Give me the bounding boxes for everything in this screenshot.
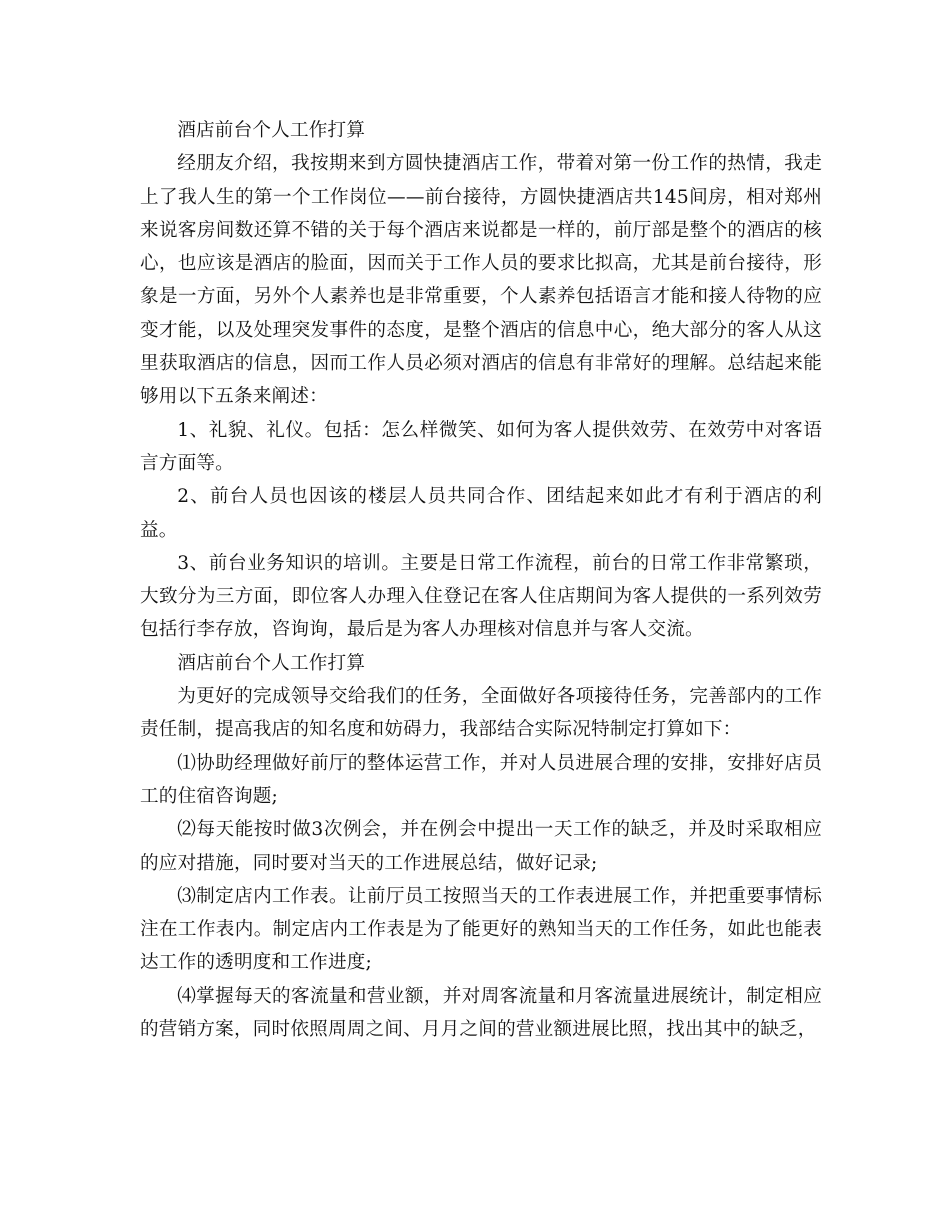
list-item: ⑶制定店内工作表。让前厅员工按照当天的工作表进展工作，并把重要事情标注在工作表内。制定店内工作表是为了能更好的熟知当天的工作任务，如此也能表达工作的透明度和工作进度; — [140, 885, 822, 974]
section-title: 酒店前台个人工作打算 — [177, 120, 366, 141]
list-item: ⑴协助经理做好前厅的整体运营工作，并对人员进展合理的安排，安排好店员工的住宿咨询题; — [140, 752, 822, 807]
list-item: ⑷掌握每天的客流量和营业额，并对周客流量和月客流量进展统计，制定相应的营销方案，同时依照周周之间、月月之间的营业额进展比照，找出其中的缺乏， — [140, 985, 822, 1041]
list-item: 3、前台业务知识的培训。主要是日常工作流程，前台的日常工作非常繁琐，大致分为三方面，即位客人办理入住登记在客人住店期间为客人提供的一系列效劳包括行李存放，咨询询，最后是为客人办理核对信息并与客人交流。 — [140, 552, 822, 641]
section-title: 酒店前台个人工作打算 — [177, 652, 366, 674]
list-item: 1、礼貌、礼仪。包括：怎么样微笑、如何为客人提供效劳、在效劳中对客语言方面等。 — [140, 419, 822, 474]
paragraph: 经朋友介绍，我按期来到方圆快捷酒店工作，带着对第一份工作的热情，我走上了我人生的第一个工作岗位——前台接待，方圆快捷酒店共145间房，相对郑州来说客房间数还算不错的关于每个酒店来说都是一样的，前厅部是整个的酒店的核心，也应该是酒店的脸面，因而关于工作人员的要求比拟高，尤其是前台接待，形象是一方面，另外个人素养也是非常重要，个人素养包括语言才能和接人待物的应变才能，以及处理突发事件的态度，是整个酒店的信息中心，绝大部分的客人从这里获取酒店的信息，因而工作人员必须对酒店的信息有非常好的理解。总结起来能够用以下五条来阐述： — [140, 153, 822, 408]
list-item: 2、前台人员也因该的楼层人员共同合作、团结起来如此才有利于酒店的利益。 — [140, 486, 822, 541]
list-item: ⑵每天能按时做3次例会，并在例会中提出一天工作的缺乏，并及时采取相应的应对措施，同时要对当天的工作进展总结，做好记录; — [140, 819, 822, 874]
paragraph: 为更好的完成领导交给我们的任务，全面做好各项接待任务，完善部内的工作责任制，提高我店的知名度和妨碍力，我部结合实际况特制定打算如下： — [140, 686, 822, 741]
document-body — [140, 114, 822, 1046]
